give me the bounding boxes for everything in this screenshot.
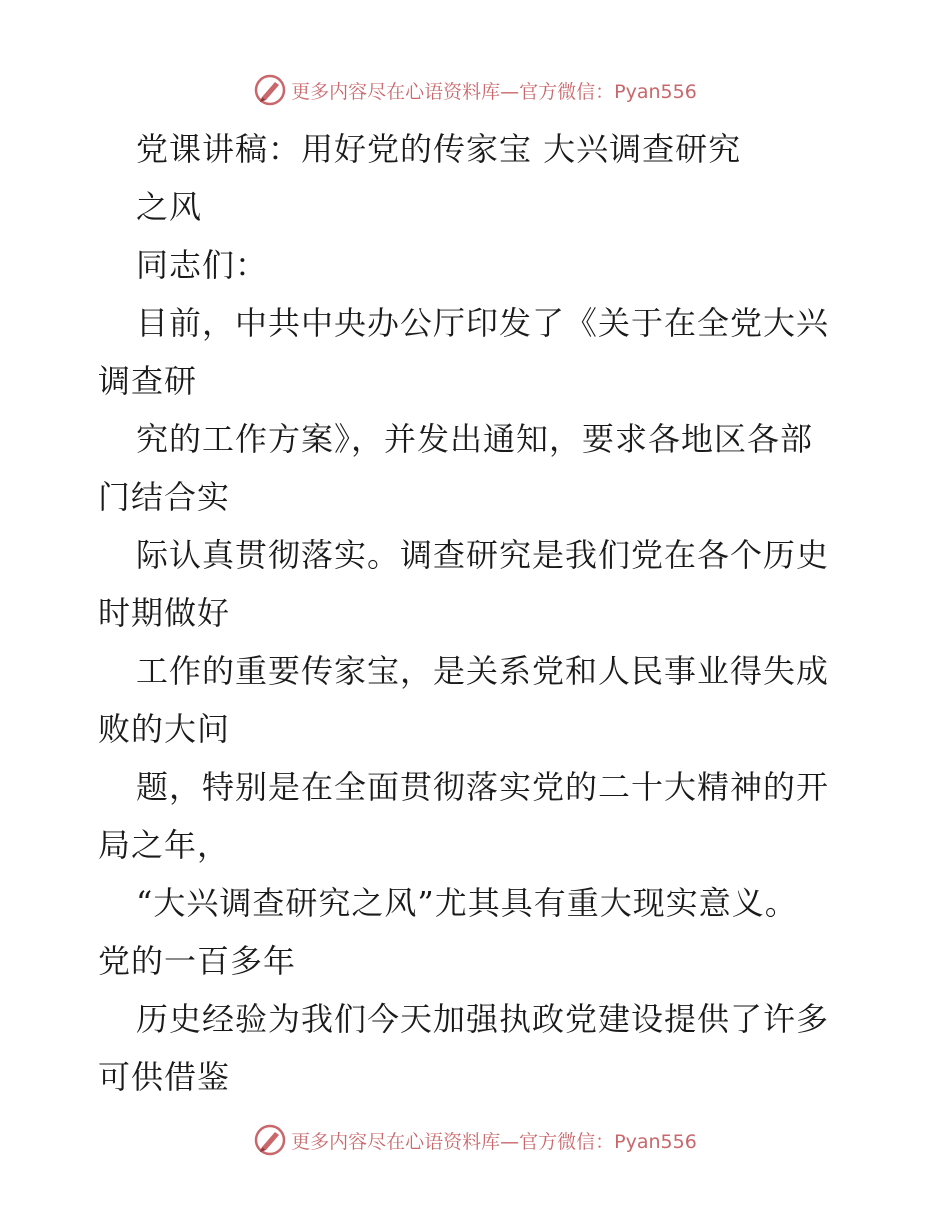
watermark-text: 更多内容尽在心语资料库—官方微信：Pyan556 [291, 1130, 697, 1153]
text-line: 调查研 [98, 362, 198, 400]
footer-watermark [0, 1120, 950, 1160]
text-line: “大兴调查研究之风”尤其具有重大现实意义。 [136, 884, 798, 922]
pen-logo-icon [253, 73, 287, 107]
text-line: 可供借鉴 [98, 1058, 231, 1096]
header-watermark [0, 70, 950, 110]
text-line: 题，特别是在全面贯彻落实党的二十大精神的开 [136, 768, 830, 806]
text-line: 局之年， [98, 826, 231, 864]
watermark-text: 更多内容尽在心语资料库—官方微信：Pyan556 [291, 80, 697, 103]
text-line: 党的一百多年 [98, 942, 297, 980]
text-line: 之风 [136, 188, 203, 226]
text-line: 工作的重要传家宝，是关系党和人民事业得失成 [136, 652, 830, 690]
text-line: 党课讲稿：用好党的传家宝 大兴调查研究 [136, 130, 742, 168]
text-line: 时期做好 [98, 594, 231, 632]
text-line: 际认真贯彻落实。调查研究是我们党在各个历史 [136, 536, 830, 574]
text-line: 败的大问 [98, 710, 231, 748]
text-line: 目前，中共中央办公厅印发了《关于在全党大兴 [136, 304, 830, 342]
text-line: 同志们： [136, 246, 269, 284]
pen-logo-icon [253, 1123, 287, 1157]
text-line: 究的工作方案》，并发出通知，要求各地区各部 [136, 420, 814, 458]
document-body [98, 120, 858, 1106]
text-line: 历史经验为我们今天加强执政党建设提供了许多 [136, 1000, 830, 1038]
text-line: 门结合实 [98, 478, 231, 516]
